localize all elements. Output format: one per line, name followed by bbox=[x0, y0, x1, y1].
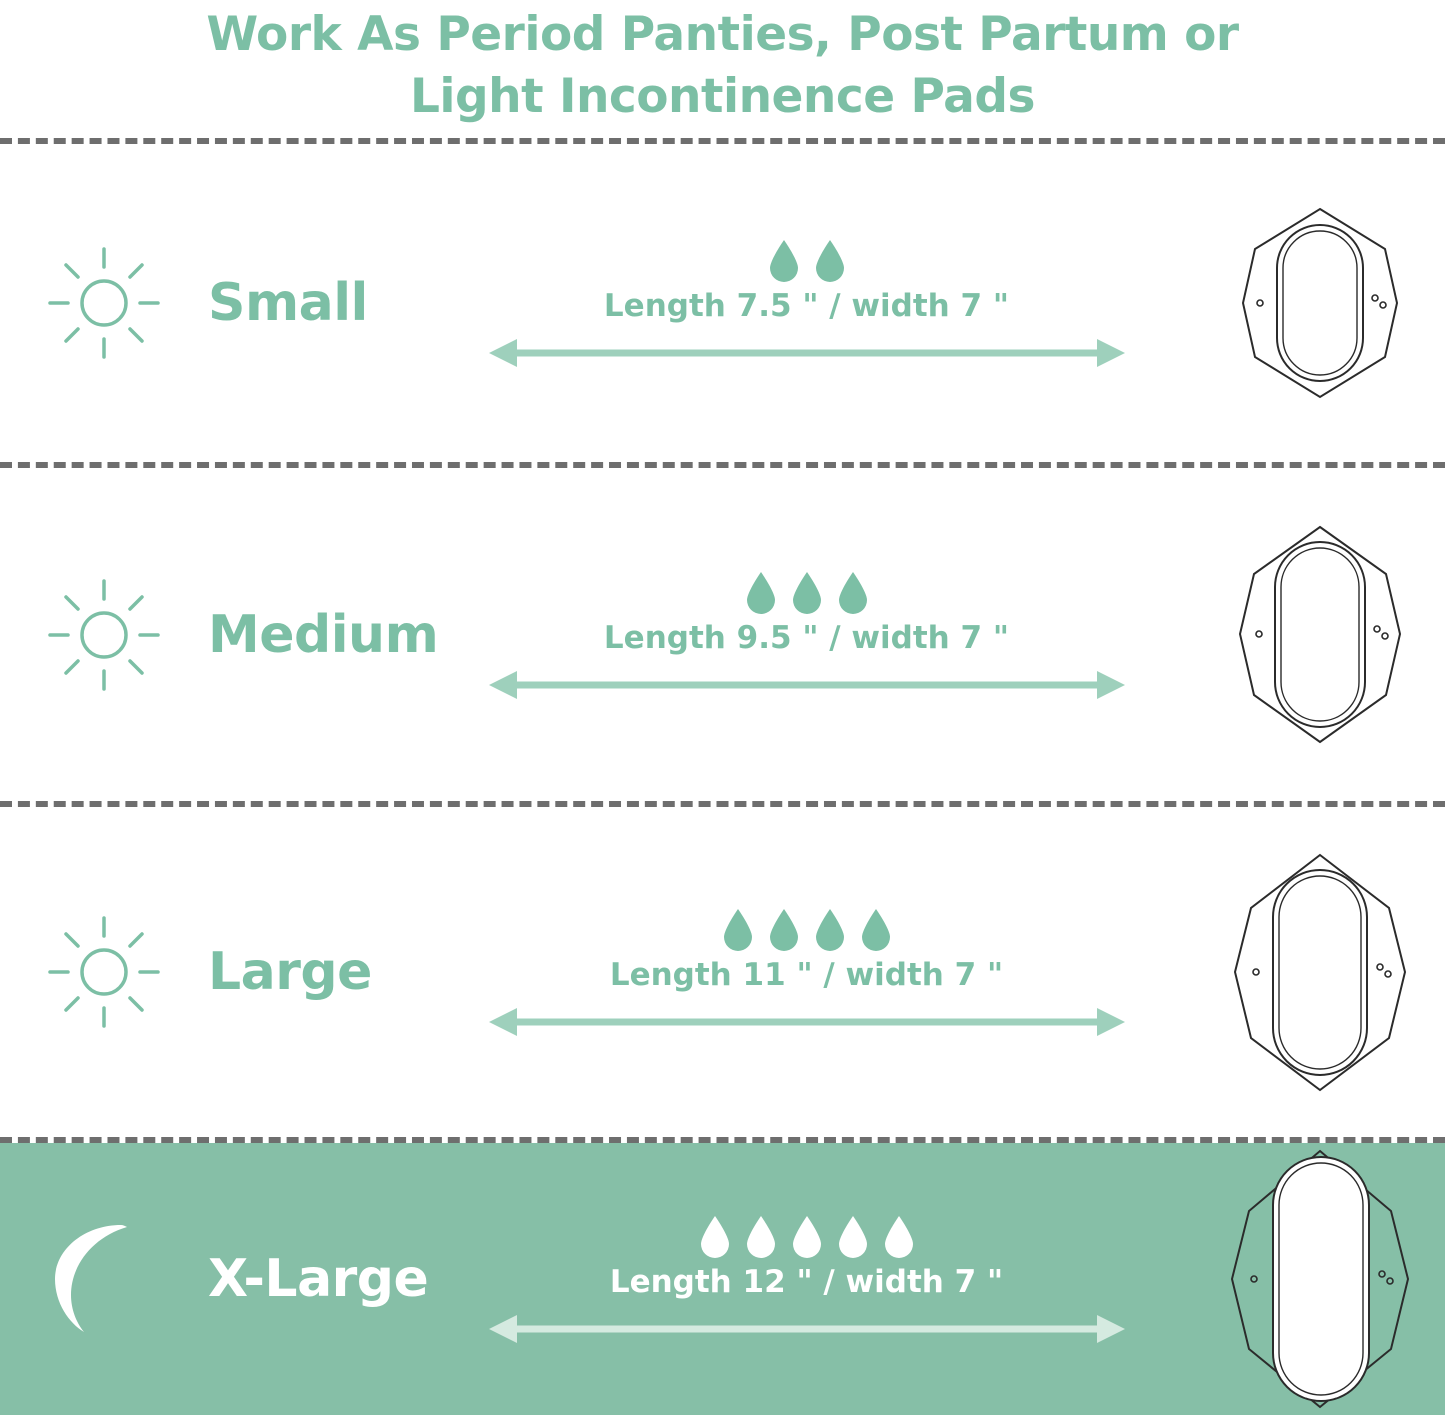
size-label-cell-small bbox=[208, 273, 458, 333]
sanitary-pad-outline-icon bbox=[1223, 1149, 1418, 1409]
dimension-text-medium: Length 9.5 " / width 7 " bbox=[603, 619, 1010, 656]
moon-icon bbox=[49, 1219, 159, 1339]
time-of-day-icon-cell bbox=[0, 1219, 208, 1339]
water-drop-icon bbox=[837, 1214, 869, 1258]
water-drop-icon bbox=[883, 1214, 915, 1258]
water-drop-icon bbox=[791, 570, 823, 614]
title-line-2: Light Incontinence Pads bbox=[409, 69, 1036, 125]
sanitary-pad-outline-icon bbox=[1225, 850, 1415, 1095]
absorbency-drops-small bbox=[768, 238, 846, 282]
size-details-small bbox=[458, 238, 1195, 368]
water-drop-icon bbox=[745, 1214, 777, 1258]
size-row-large bbox=[0, 807, 1445, 1137]
absorbency-drops-xlarge bbox=[699, 1214, 915, 1258]
dimension-text-large: Length 11 " / width 7 " bbox=[609, 957, 1004, 994]
length-arrow-icon bbox=[487, 338, 1127, 368]
sanitary-pad-outline-icon bbox=[1235, 203, 1405, 403]
time-of-day-icon-cell bbox=[0, 912, 208, 1032]
sun-icon bbox=[44, 912, 164, 1032]
size-row-small bbox=[0, 144, 1445, 462]
water-drop-icon bbox=[699, 1214, 731, 1258]
water-drop-icon bbox=[860, 907, 892, 951]
water-drop-icon bbox=[768, 907, 800, 951]
size-row-xlarge bbox=[0, 1143, 1445, 1415]
dimension-text-xlarge: Length 12 " / width 7 " bbox=[609, 1264, 1004, 1301]
length-arrow-icon bbox=[487, 1007, 1127, 1037]
size-label-cell-medium bbox=[208, 605, 458, 665]
water-drop-icon bbox=[814, 238, 846, 282]
title-line-1: Work As Period Panties, Post Partum or bbox=[206, 7, 1239, 62]
pad-illustration-cell-large bbox=[1195, 850, 1445, 1095]
size-label-cell-large bbox=[208, 942, 458, 1002]
time-of-day-icon-cell bbox=[0, 243, 208, 363]
water-drop-icon bbox=[814, 907, 846, 951]
length-arrow-icon bbox=[487, 1314, 1127, 1344]
water-drop-icon bbox=[791, 1214, 823, 1258]
size-row-medium bbox=[0, 468, 1445, 801]
pad-illustration-cell-medium bbox=[1195, 522, 1445, 747]
absorbency-drops-medium bbox=[745, 570, 869, 614]
dimension-text-small: Length 7.5 " / width 7 " bbox=[603, 288, 1010, 325]
sun-icon bbox=[44, 243, 164, 363]
size-details-large bbox=[458, 907, 1195, 1037]
page-title bbox=[0, 0, 1445, 138]
size-label-large: Large bbox=[208, 942, 372, 1003]
time-of-day-icon-cell bbox=[0, 575, 208, 695]
pad-illustration-cell-xlarge bbox=[1195, 1149, 1445, 1409]
water-drop-icon bbox=[722, 907, 754, 951]
sun-icon bbox=[44, 575, 164, 695]
length-arrow-icon bbox=[487, 670, 1127, 700]
pad-illustration-cell-small bbox=[1195, 203, 1445, 403]
size-label-medium: Medium bbox=[208, 604, 439, 665]
size-details-xlarge bbox=[458, 1214, 1195, 1344]
water-drop-icon bbox=[837, 570, 869, 614]
sanitary-pad-outline-icon bbox=[1230, 522, 1410, 747]
size-label-xlarge: X-Large bbox=[208, 1249, 429, 1310]
water-drop-icon bbox=[745, 570, 777, 614]
size-details-medium bbox=[458, 570, 1195, 700]
water-drop-icon bbox=[768, 238, 800, 282]
size-label-small: Small bbox=[208, 273, 368, 334]
size-label-cell-xlarge bbox=[208, 1249, 458, 1309]
absorbency-drops-large bbox=[722, 907, 892, 951]
